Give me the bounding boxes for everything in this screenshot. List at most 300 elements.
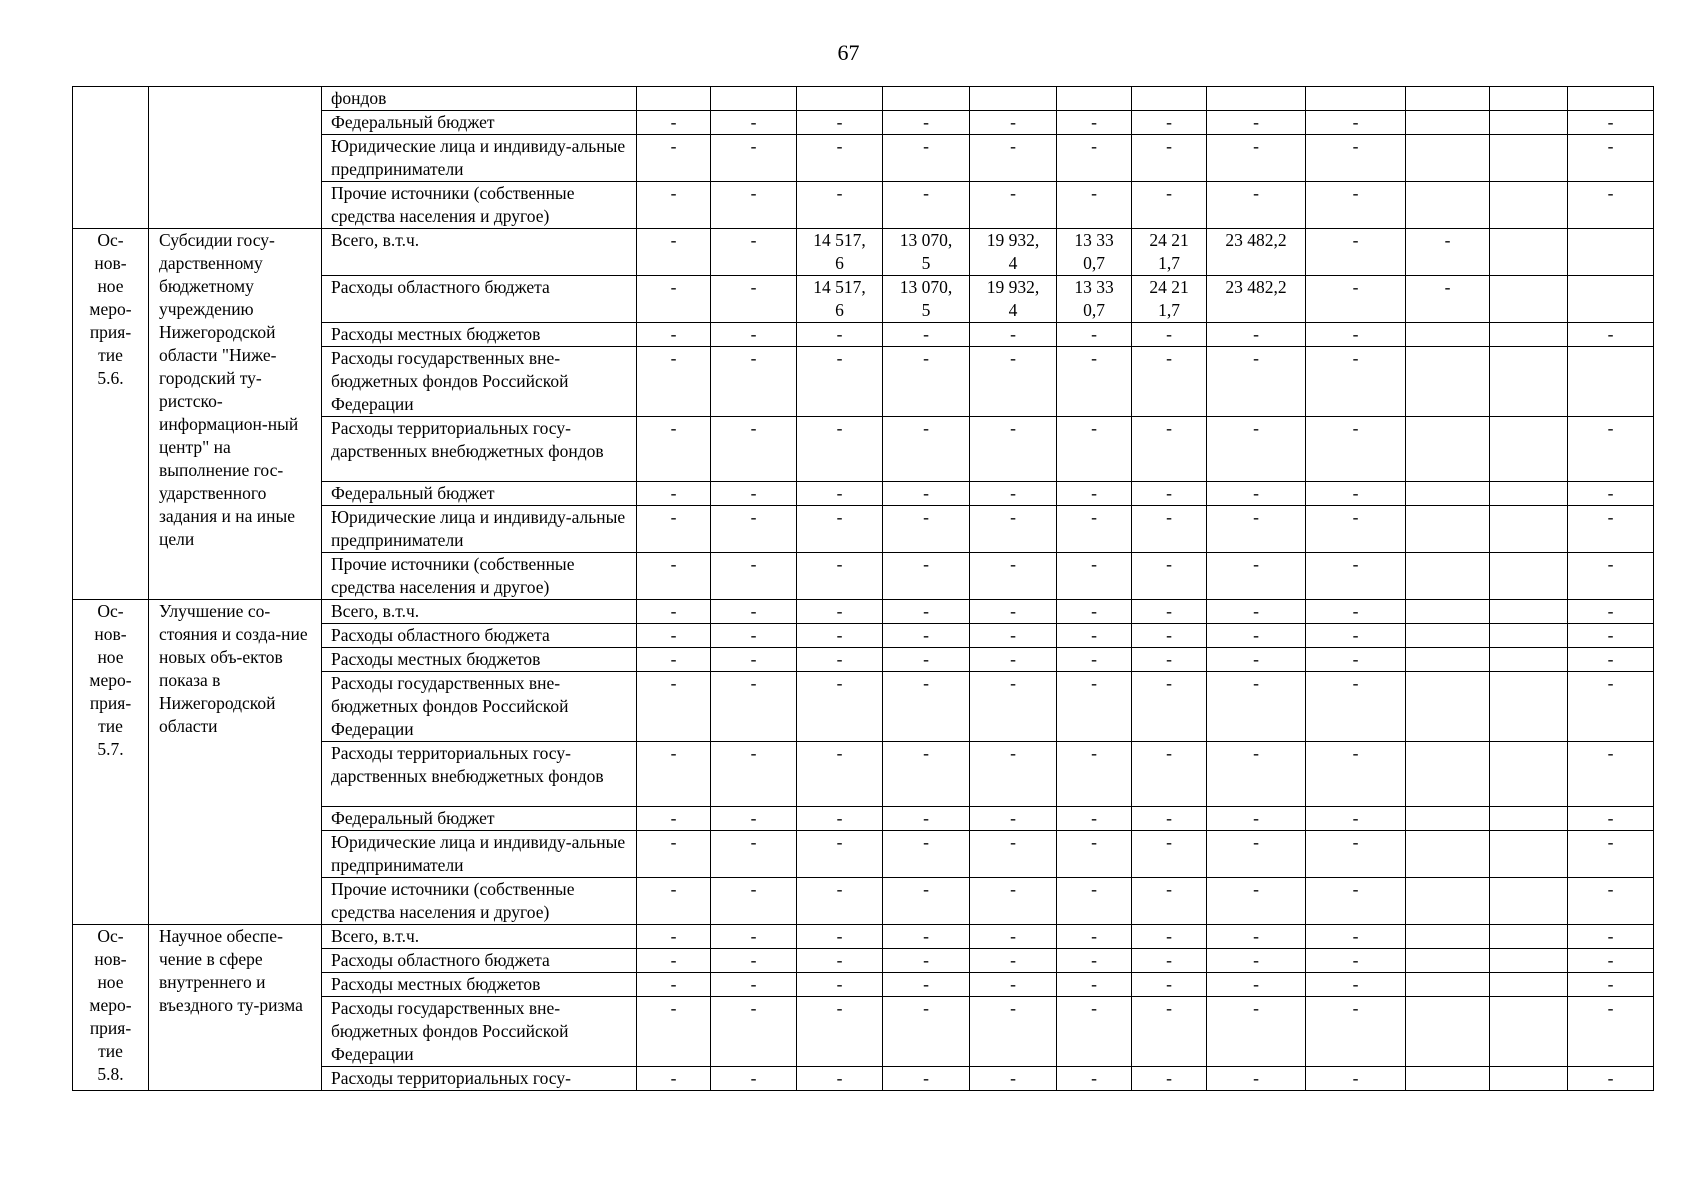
value-cell: - [711, 648, 797, 672]
value-cell: - [1057, 135, 1132, 182]
value-cell [1490, 323, 1568, 347]
value-cell: - [1207, 111, 1306, 135]
source-cell: Всего, в.т.ч. [322, 600, 637, 624]
source-cell: Расходы местных бюджетов [322, 323, 637, 347]
value-cell: 24 21 1,7 [1132, 229, 1207, 276]
value-cell: - [1306, 347, 1406, 417]
value-cell: - [711, 506, 797, 553]
source-cell: Федеральный бюджет [322, 807, 637, 831]
value-cell: - [797, 553, 883, 600]
value-cell [1406, 624, 1490, 648]
source-cell: Всего, в.т.ч. [322, 925, 637, 949]
value-cell: - [1207, 925, 1306, 949]
value-cell: - [1057, 672, 1132, 742]
value-cell: - [711, 323, 797, 347]
value-cell: - [637, 506, 711, 553]
value-cell: - [637, 347, 711, 417]
value-cell [1406, 925, 1490, 949]
value-cell: - [1568, 742, 1654, 807]
value-cell: - [1132, 1067, 1207, 1091]
value-cell: - [711, 1067, 797, 1091]
value-cell: - [797, 925, 883, 949]
value-cell [1406, 878, 1490, 925]
value-cell: - [1057, 648, 1132, 672]
value-cell: - [797, 482, 883, 506]
value-cell: - [1568, 323, 1654, 347]
value-cell: - [711, 600, 797, 624]
value-cell: - [883, 742, 970, 807]
value-cell [797, 87, 883, 111]
value-cell: - [970, 878, 1057, 925]
value-cell [1406, 482, 1490, 506]
value-cell: - [1207, 742, 1306, 807]
value-cell: - [797, 347, 883, 417]
value-cell: - [637, 973, 711, 997]
source-cell: Расходы областного бюджета [322, 949, 637, 973]
event-code-cell [73, 87, 149, 229]
table-row [73, 229, 1654, 276]
value-cell [1490, 973, 1568, 997]
value-cell [1490, 111, 1568, 135]
value-cell: - [1057, 997, 1132, 1067]
value-cell: - [970, 672, 1057, 742]
value-cell: - [1568, 648, 1654, 672]
value-cell [1406, 600, 1490, 624]
table-row [73, 925, 1654, 949]
value-cell [637, 87, 711, 111]
source-cell: Расходы территориальных госу- [322, 1067, 637, 1091]
budget-table [72, 86, 1654, 1091]
source-cell: Прочие источники (собственные средства населения и другое) [322, 553, 637, 600]
source-cell: Расходы областного бюджета [322, 624, 637, 648]
value-cell: - [1132, 807, 1207, 831]
value-cell: - [1132, 624, 1207, 648]
value-cell: 19 932, 4 [970, 276, 1057, 323]
source-cell: Расходы государственных вне-бюджетных фондов Российской Федерации [322, 347, 637, 417]
value-cell: - [1568, 807, 1654, 831]
value-cell: - [1132, 323, 1207, 347]
value-cell: - [711, 417, 797, 482]
value-cell: 14 517, 6 [797, 276, 883, 323]
value-cell [1490, 506, 1568, 553]
value-cell: - [1057, 742, 1132, 807]
value-cell: - [1568, 182, 1654, 229]
value-cell: - [970, 925, 1057, 949]
value-cell [1490, 997, 1568, 1067]
source-cell: Расходы областного бюджета [322, 276, 637, 323]
value-cell: - [1306, 553, 1406, 600]
value-cell: - [1132, 997, 1207, 1067]
value-cell: - [1306, 417, 1406, 482]
value-cell [1490, 182, 1568, 229]
source-cell: Расходы местных бюджетов [322, 648, 637, 672]
value-cell: - [883, 997, 970, 1067]
value-cell: - [1132, 506, 1207, 553]
value-cell: - [637, 553, 711, 600]
value-cell: - [637, 600, 711, 624]
value-cell: - [637, 648, 711, 672]
value-cell: - [1306, 506, 1406, 553]
value-cell: - [1057, 506, 1132, 553]
value-cell: - [1057, 347, 1132, 417]
value-cell: - [637, 417, 711, 482]
value-cell: - [1132, 648, 1207, 672]
value-cell: - [637, 135, 711, 182]
value-cell: - [883, 648, 970, 672]
value-cell: - [637, 482, 711, 506]
value-cell: - [711, 925, 797, 949]
value-cell: - [1132, 742, 1207, 807]
value-cell: - [1207, 482, 1306, 506]
value-cell: - [1306, 648, 1406, 672]
value-cell: - [1207, 949, 1306, 973]
value-cell: - [1568, 506, 1654, 553]
source-cell: Юридические лица и индивиду-альные предприниматели [322, 135, 637, 182]
source-cell: Расходы государственных вне-бюджетных фондов Российской Федерации [322, 997, 637, 1067]
value-cell: - [1207, 553, 1306, 600]
value-cell [1490, 600, 1568, 624]
value-cell [1490, 949, 1568, 973]
value-cell: - [1132, 135, 1207, 182]
value-cell: - [1057, 925, 1132, 949]
value-cell [1406, 111, 1490, 135]
value-cell [1490, 672, 1568, 742]
value-cell: - [711, 973, 797, 997]
value-cell [1490, 276, 1568, 323]
value-cell: - [1057, 831, 1132, 878]
table-row [73, 87, 1654, 111]
value-cell: - [1306, 482, 1406, 506]
value-cell: - [797, 742, 883, 807]
value-cell: - [1568, 1067, 1654, 1091]
value-cell: - [1132, 925, 1207, 949]
value-cell [1568, 347, 1654, 417]
table-body [73, 87, 1654, 1091]
value-cell: 13 070, 5 [883, 229, 970, 276]
value-cell: - [883, 878, 970, 925]
source-cell: фондов [322, 87, 637, 111]
value-cell [1568, 87, 1654, 111]
value-cell: - [1132, 878, 1207, 925]
value-cell: - [1306, 229, 1406, 276]
value-cell: - [1568, 135, 1654, 182]
value-cell: - [1057, 417, 1132, 482]
value-cell [1057, 87, 1132, 111]
value-cell: - [970, 949, 1057, 973]
value-cell: - [1132, 111, 1207, 135]
value-cell: - [970, 600, 1057, 624]
value-cell [1490, 878, 1568, 925]
value-cell: - [970, 1067, 1057, 1091]
value-cell: - [1057, 482, 1132, 506]
value-cell [1406, 807, 1490, 831]
value-cell: - [1057, 878, 1132, 925]
value-cell: - [711, 831, 797, 878]
value-cell: - [1306, 182, 1406, 229]
value-cell: 23 482,2 [1207, 229, 1306, 276]
value-cell: - [883, 135, 970, 182]
value-cell: - [1207, 878, 1306, 925]
value-cell: - [1207, 672, 1306, 742]
value-cell: - [1207, 182, 1306, 229]
value-cell [1406, 742, 1490, 807]
value-cell: - [970, 648, 1057, 672]
value-cell: - [1207, 506, 1306, 553]
value-cell: - [711, 135, 797, 182]
value-cell: - [1568, 997, 1654, 1067]
value-cell: - [1568, 111, 1654, 135]
value-cell [1406, 1067, 1490, 1091]
source-cell: Прочие источники (собственные средства населения и другое) [322, 878, 637, 925]
value-cell: - [1568, 949, 1654, 973]
value-cell: - [711, 997, 797, 1067]
value-cell: - [1306, 949, 1406, 973]
value-cell [1406, 648, 1490, 672]
value-cell [1490, 553, 1568, 600]
value-cell: - [797, 624, 883, 648]
value-cell: - [1306, 111, 1406, 135]
value-cell: - [970, 973, 1057, 997]
value-cell [1406, 672, 1490, 742]
value-cell [1207, 87, 1306, 111]
value-cell: - [1132, 553, 1207, 600]
value-cell: - [1568, 482, 1654, 506]
value-cell: 13 33 0,7 [1057, 276, 1132, 323]
value-cell: - [883, 506, 970, 553]
value-cell: - [1568, 672, 1654, 742]
value-cell: - [1207, 973, 1306, 997]
value-cell: - [1207, 417, 1306, 482]
value-cell: - [711, 807, 797, 831]
value-cell: - [970, 347, 1057, 417]
value-cell: - [1132, 600, 1207, 624]
value-cell: - [1132, 831, 1207, 878]
value-cell: - [1057, 807, 1132, 831]
value-cell: - [797, 878, 883, 925]
value-cell: - [797, 997, 883, 1067]
value-cell: - [970, 997, 1057, 1067]
value-cell: - [1057, 949, 1132, 973]
event-code-cell: Ос- нов- ное меро- прия- тие 5.6. [73, 229, 149, 600]
value-cell: - [637, 624, 711, 648]
value-cell: - [1132, 417, 1207, 482]
value-cell: - [883, 553, 970, 600]
value-cell [1568, 276, 1654, 323]
value-cell: - [1306, 624, 1406, 648]
value-cell [970, 87, 1057, 111]
value-cell: - [1568, 624, 1654, 648]
value-cell: - [797, 600, 883, 624]
value-cell [1406, 347, 1490, 417]
value-cell: - [637, 997, 711, 1067]
value-cell: - [883, 182, 970, 229]
value-cell: - [1568, 878, 1654, 925]
event-name-cell: Научное обеспе-чение в сфере внутреннего и въездного ту-ризма [149, 925, 322, 1091]
value-cell: - [637, 925, 711, 949]
value-cell: - [711, 229, 797, 276]
value-cell: - [883, 973, 970, 997]
value-cell [1490, 482, 1568, 506]
value-cell: - [1306, 742, 1406, 807]
value-cell [1406, 506, 1490, 553]
value-cell [1490, 925, 1568, 949]
value-cell: - [711, 111, 797, 135]
value-cell: - [1306, 925, 1406, 949]
value-cell: - [1132, 347, 1207, 417]
value-cell: - [883, 672, 970, 742]
source-cell: Юридические лица и индивиду-альные предприниматели [322, 831, 637, 878]
value-cell: 19 932, 4 [970, 229, 1057, 276]
value-cell: - [970, 482, 1057, 506]
value-cell [1490, 347, 1568, 417]
value-cell: - [1568, 417, 1654, 482]
value-cell: - [637, 949, 711, 973]
value-cell: - [1207, 997, 1306, 1067]
value-cell [1490, 87, 1568, 111]
value-cell: - [1057, 182, 1132, 229]
value-cell: - [1057, 624, 1132, 648]
value-cell [1568, 229, 1654, 276]
value-cell [1132, 87, 1207, 111]
value-cell: - [637, 831, 711, 878]
value-cell: - [970, 831, 1057, 878]
source-cell: Федеральный бюджет [322, 111, 637, 135]
value-cell: - [797, 111, 883, 135]
value-cell [711, 87, 797, 111]
value-cell: - [797, 1067, 883, 1091]
value-cell: - [711, 482, 797, 506]
value-cell [1406, 973, 1490, 997]
value-cell [1406, 182, 1490, 229]
value-cell [1406, 135, 1490, 182]
page-number: 67 [837, 40, 860, 65]
value-cell: - [883, 624, 970, 648]
value-cell: - [883, 1067, 970, 1091]
value-cell: - [1207, 323, 1306, 347]
value-cell: - [711, 182, 797, 229]
value-cell: - [637, 1067, 711, 1091]
value-cell: - [637, 807, 711, 831]
value-cell: - [1306, 878, 1406, 925]
value-cell: - [883, 949, 970, 973]
value-cell: - [797, 831, 883, 878]
value-cell: 13 070, 5 [883, 276, 970, 323]
value-cell: - [883, 831, 970, 878]
value-cell: - [1057, 553, 1132, 600]
event-name-cell: Улучшение со-стояния и созда-ние новых объ-ектов показа в Нижегородской области [149, 600, 322, 925]
source-cell: Расходы местных бюджетов [322, 973, 637, 997]
value-cell [1406, 323, 1490, 347]
value-cell [1490, 807, 1568, 831]
value-cell: - [637, 276, 711, 323]
source-cell: Прочие источники (собственные средства населения и другое) [322, 182, 637, 229]
source-cell: Расходы государственных вне-бюджетных фондов Российской Федерации [322, 672, 637, 742]
value-cell [1490, 229, 1568, 276]
value-cell: - [970, 182, 1057, 229]
value-cell: - [797, 807, 883, 831]
value-cell: 24 21 1,7 [1132, 276, 1207, 323]
value-cell [1490, 1067, 1568, 1091]
value-cell: - [1207, 807, 1306, 831]
value-cell [1490, 648, 1568, 672]
value-cell [1306, 87, 1406, 111]
event-name-cell [149, 87, 322, 229]
value-cell: - [1207, 648, 1306, 672]
value-cell [1406, 87, 1490, 111]
value-cell: - [1132, 973, 1207, 997]
value-cell: - [797, 648, 883, 672]
value-cell: - [797, 323, 883, 347]
value-cell: - [970, 807, 1057, 831]
source-cell: Всего, в.т.ч. [322, 229, 637, 276]
value-cell: - [1057, 323, 1132, 347]
value-cell: - [797, 135, 883, 182]
value-cell: - [1306, 1067, 1406, 1091]
value-cell: - [1057, 1067, 1132, 1091]
value-cell: - [711, 742, 797, 807]
source-cell: Расходы территориальных госу-дарственных внебюджетных фондов [322, 742, 637, 807]
source-cell: Расходы территориальных госу-дарственных внебюджетных фондов [322, 417, 637, 482]
value-cell: - [1057, 600, 1132, 624]
value-cell: - [883, 111, 970, 135]
value-cell: - [797, 973, 883, 997]
value-cell: - [1207, 831, 1306, 878]
value-cell [1406, 553, 1490, 600]
value-cell: - [1568, 925, 1654, 949]
value-cell: - [883, 925, 970, 949]
value-cell: - [1406, 229, 1490, 276]
value-cell: - [797, 417, 883, 482]
value-cell [1406, 417, 1490, 482]
event-name-cell: Субсидии госу-дарственному бюджетному учреждению Нижегородской области "Ниже-городский ту-ристско-информацион-ный центр" на выполнение гос-ударственного задания и на иные цели [149, 229, 322, 600]
value-cell: - [883, 347, 970, 417]
value-cell [1406, 949, 1490, 973]
value-cell: - [1306, 600, 1406, 624]
table-row [73, 600, 1654, 624]
value-cell [1490, 417, 1568, 482]
value-cell: - [1306, 323, 1406, 347]
value-cell: - [711, 624, 797, 648]
value-cell: - [1306, 135, 1406, 182]
value-cell: - [883, 600, 970, 624]
value-cell: 23 482,2 [1207, 276, 1306, 323]
value-cell: - [637, 229, 711, 276]
value-cell: - [711, 553, 797, 600]
value-cell [1406, 831, 1490, 878]
value-cell: - [970, 135, 1057, 182]
value-cell: - [711, 878, 797, 925]
value-cell: - [711, 276, 797, 323]
value-cell: - [797, 506, 883, 553]
value-cell: - [1057, 111, 1132, 135]
value-cell: - [1568, 553, 1654, 600]
value-cell: - [1207, 347, 1306, 417]
value-cell: - [1207, 135, 1306, 182]
value-cell [1490, 742, 1568, 807]
value-cell: - [970, 624, 1057, 648]
value-cell: - [797, 182, 883, 229]
value-cell: - [883, 807, 970, 831]
value-cell [1490, 831, 1568, 878]
source-cell: Юридические лица и индивиду-альные предприниматели [322, 506, 637, 553]
value-cell: - [1207, 1067, 1306, 1091]
value-cell: - [1132, 482, 1207, 506]
value-cell: - [883, 417, 970, 482]
value-cell: - [711, 347, 797, 417]
value-cell: - [1568, 973, 1654, 997]
value-cell: - [1568, 831, 1654, 878]
value-cell [1490, 135, 1568, 182]
